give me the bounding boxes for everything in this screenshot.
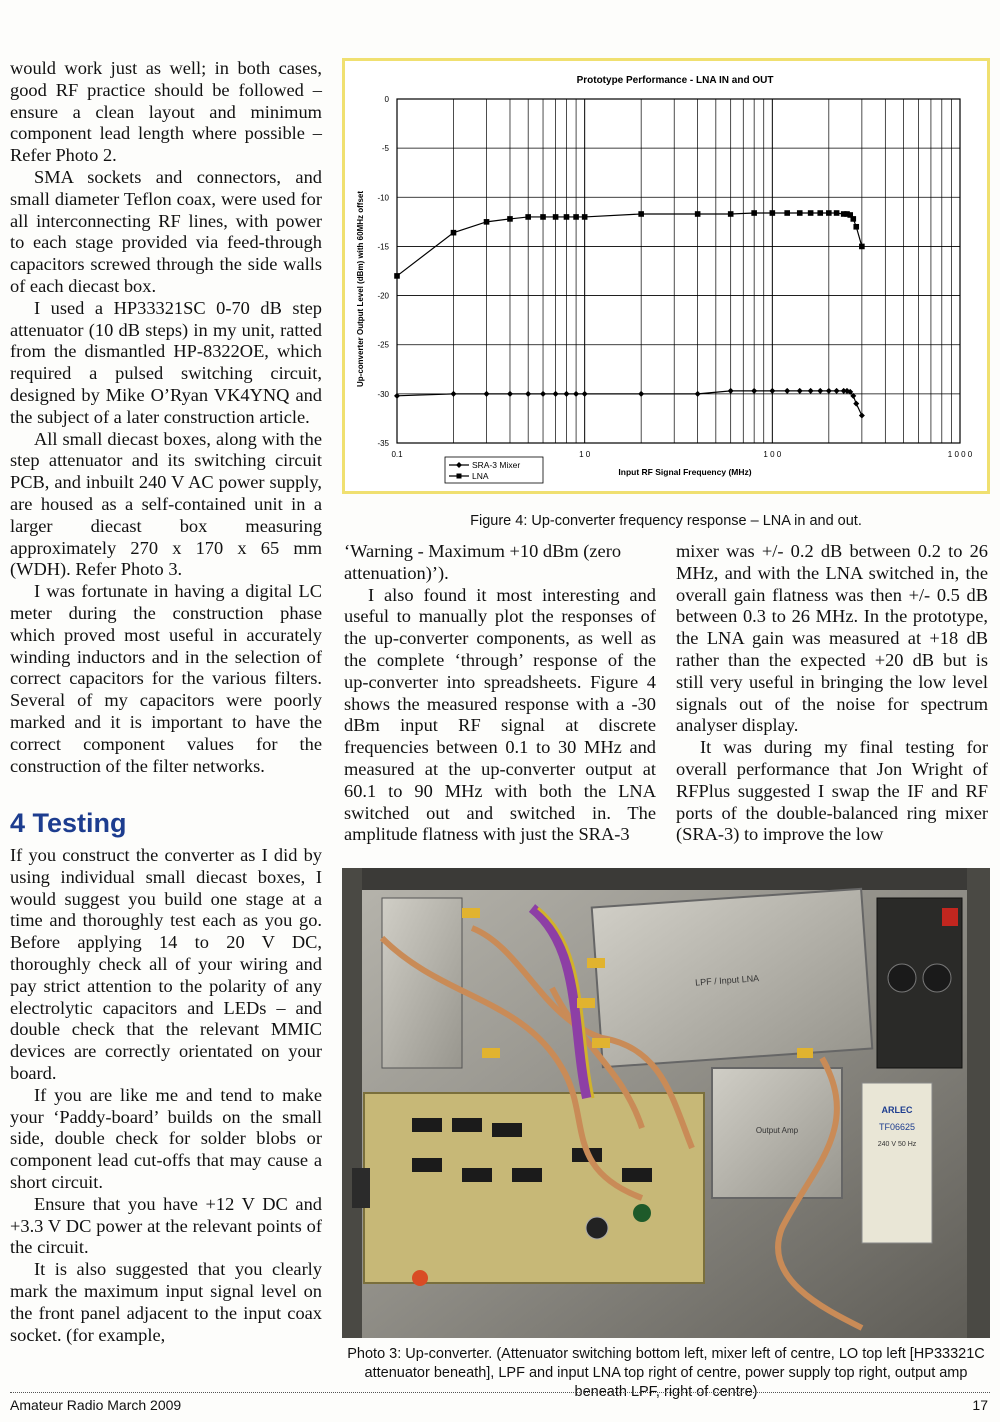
photo-illustration [342, 868, 990, 1338]
legend-label: LNA [472, 471, 489, 481]
data-point [859, 412, 865, 418]
section-heading: 4 Testing [10, 808, 127, 838]
data-point [751, 388, 757, 394]
testing-column [10, 845, 322, 1346]
photo-caption: Photo 3: Up-converter. (Attenuator switching bottom left, mixer left of centre, LO top left [HP33321C attenuator beneath], LPF and input LNA top right of centre, power supply top right, output amp beneath LPF, right of centre) [347, 1346, 985, 1400]
middle-column [344, 541, 656, 846]
data-point [525, 391, 531, 397]
data-point [573, 391, 579, 397]
paragraph: It is also suggested that you clearly mark the maximum input signal level on the front panel adjacent to the input coax socket. (for example, [10, 1259, 322, 1345]
page-number: 17 [972, 1397, 988, 1413]
y-tick-label: -30 [377, 389, 389, 399]
y-tick-label: -25 [377, 340, 389, 350]
data-point [638, 211, 644, 217]
data-point [808, 388, 814, 394]
x-tick-label: 1 0 0 0 [947, 450, 973, 459]
paragraph: mixer was +/- 0.2 dB between 0.2 to 26 MHz, and with the LNA switched in, the overall gain flatness was then +/- 0.5 dB between 0.3 to 26 MHz. In the prototype, the LNA gain was measured at +18 dB rather than the expected +20 dB but is still very useful in bringing the low level signals out of the noise for spectrum analyser display. [676, 541, 988, 736]
data-point [817, 210, 823, 216]
paragraph: ‘Warning - Maximum +10 dBm (zero attenuation)’). [344, 541, 622, 583]
data-point [770, 210, 776, 216]
data-point [695, 211, 701, 217]
footer-divider [10, 1392, 990, 1393]
x-tick-label: 1 0 0 [763, 450, 782, 459]
data-point [853, 401, 859, 407]
paragraph: If you are like me and tend to make your ‘Paddy-board’ builds on the small side, double check for solder blobs or component lead cut-offs that may cause a short circuit. [10, 1084, 322, 1192]
data-point [797, 388, 803, 394]
data-point [784, 210, 790, 216]
data-point [582, 391, 588, 397]
svg-text:Output Amp: Output Amp [755, 1126, 799, 1135]
data-point [859, 244, 865, 250]
data-point [484, 391, 490, 397]
figure-caption: Figure 4: Up-converter frequency response – LNA in and out. [470, 513, 862, 529]
data-point [553, 391, 559, 397]
data-point [769, 388, 775, 394]
data-point [834, 210, 840, 216]
chart-x-axis-label: Input RF Signal Frequency (MHz) [618, 467, 752, 477]
x-tick-label: 1 0 [579, 450, 591, 459]
svg-text:240 V 50 Hz: 240 V 50 Hz [877, 1141, 917, 1148]
data-point [797, 210, 803, 216]
data-point [564, 214, 570, 220]
chart-svg [345, 61, 987, 491]
data-point [450, 391, 456, 397]
data-point [563, 391, 569, 397]
chart-axes [377, 95, 972, 459]
legend-label: SRA-3 Mixer [472, 460, 521, 470]
paragraph: It was during my final testing for overall performance that Jon Wright of RFPlus suggested I swap the IF and RF ports of the double-balanced ring mixer (SRA-3) to improve the low [676, 737, 988, 845]
y-tick-label: 0 [384, 95, 389, 104]
paragraph: I was fortunate in having a digital LC meter during the construction phase which proved most useful in accurately winding inductors and in the selection of correct capacitors for the various filters. Several of my capacitors were poorly marked and it is important to have the correct component values for the construction of the filter networks. [10, 581, 322, 776]
svg-text:ARLEC: ARLEC [881, 1105, 913, 1115]
data-point [695, 391, 701, 397]
svg-text:TF06625: TF06625 [878, 1122, 916, 1132]
right-column [676, 541, 988, 846]
y-tick-label: -10 [377, 193, 389, 203]
chart-legend [445, 457, 543, 483]
footer-publication: Amateur Radio March 2009 [10, 1397, 182, 1413]
x-tick-label: 0.1 [391, 450, 403, 459]
data-point [573, 214, 579, 220]
series-line-0 [397, 391, 862, 416]
y-tick-label: -35 [377, 439, 389, 448]
data-point [817, 388, 823, 394]
chart-grid [397, 99, 960, 443]
data-point [394, 273, 400, 279]
data-point [507, 391, 513, 397]
data-point [507, 216, 513, 222]
data-point [582, 214, 588, 220]
plot-frame [397, 99, 960, 443]
data-point [484, 219, 490, 225]
data-point [540, 214, 546, 220]
svg-text:LPF / Input LNA: LPF / Input LNA [694, 973, 760, 988]
paragraph: Ensure that you have +12 V DC and +3.3 V DC power at the relevant points of the circuit. [10, 1193, 322, 1258]
left-column [10, 58, 322, 777]
data-point [728, 211, 734, 217]
data-point [638, 391, 644, 397]
chart-series [394, 210, 865, 418]
data-point [540, 391, 546, 397]
data-point [728, 388, 734, 394]
paragraph: If you construct the converter as I did by using individual small diecast boxes, I would suggest you build one stage at a time and thoroughly test each as you go. Before applying 14 to 20 V DC, thoroughly check all of your wiring and pay strict attention to the polarity of any electrolytic capacitors and LEDs – and double check that the relevant MMIC devices are correctly orientated on your board. [10, 845, 322, 1083]
data-point [826, 388, 832, 394]
lpf-box [592, 889, 873, 1067]
paragraph: All small diecast boxes, along with the step attenuator and its switching circuit PCB, and inbuilt 240 V AC power supply, are housed as a self-contained unit in a larger diecast box measuring approximately 270 x 170 x 65 mm (WDH). Refer Photo 3. [10, 428, 322, 580]
figure-4-chart [342, 58, 990, 494]
legend-marker-square [457, 474, 462, 479]
paragraph: SMA sockets and connectors, and small diameter Teflon coax, were used for all interconnecting RF lines, with power to each stage provided via feed-through capacitors screwed through the side walls of each diecast box. [10, 166, 322, 296]
chart-title: Prototype Performance - LNA IN and OUT [576, 75, 774, 86]
y-tick-label: -15 [377, 242, 389, 252]
photo-3-up-converter [342, 868, 990, 1338]
paragraph: I also found it most interesting and useful to manually plot the responses of the up-converter components, as well as the complete ‘through’ response of the up-converter into spreadsheets. Figure 4 shows the measured response with a -30 dBm input RF signal at discrete frequencies between 0.1 to 30 MHz and measured at the up-converter output at 60.1 to 90 MHz with both the LNA switched out and switched in. The amplitude flatness with just the SRA-3 [344, 584, 656, 845]
data-point [808, 210, 814, 216]
data-point [853, 224, 859, 230]
data-point [784, 388, 790, 394]
data-point [826, 210, 832, 216]
paragraph: would work just as well; in both cases, good RF practice should be followed – ensure a clean layout and minimum component lead length where possible – Refer Photo 2. [10, 58, 322, 166]
data-point [525, 214, 531, 220]
data-point [834, 388, 840, 394]
data-point [553, 214, 559, 220]
y-tick-label: -5 [381, 144, 389, 154]
data-point [451, 230, 457, 236]
data-point [850, 216, 856, 222]
series-line-1 [397, 213, 862, 276]
chart-y-axis-label: Up-converter Output Level (dBm) with 60MHz offset [356, 190, 365, 388]
data-point [751, 210, 757, 216]
y-tick-label: -20 [377, 291, 389, 301]
paragraph: I used a HP33321SC 0-70 dB step attenuator (10 dB steps) in my unit, ratted from the dismantled HP-8322OE, which required a pulsed switching circuit, designed by Mike O’Ryan VK4YNQ and the subject of a later construction article. [10, 297, 322, 427]
